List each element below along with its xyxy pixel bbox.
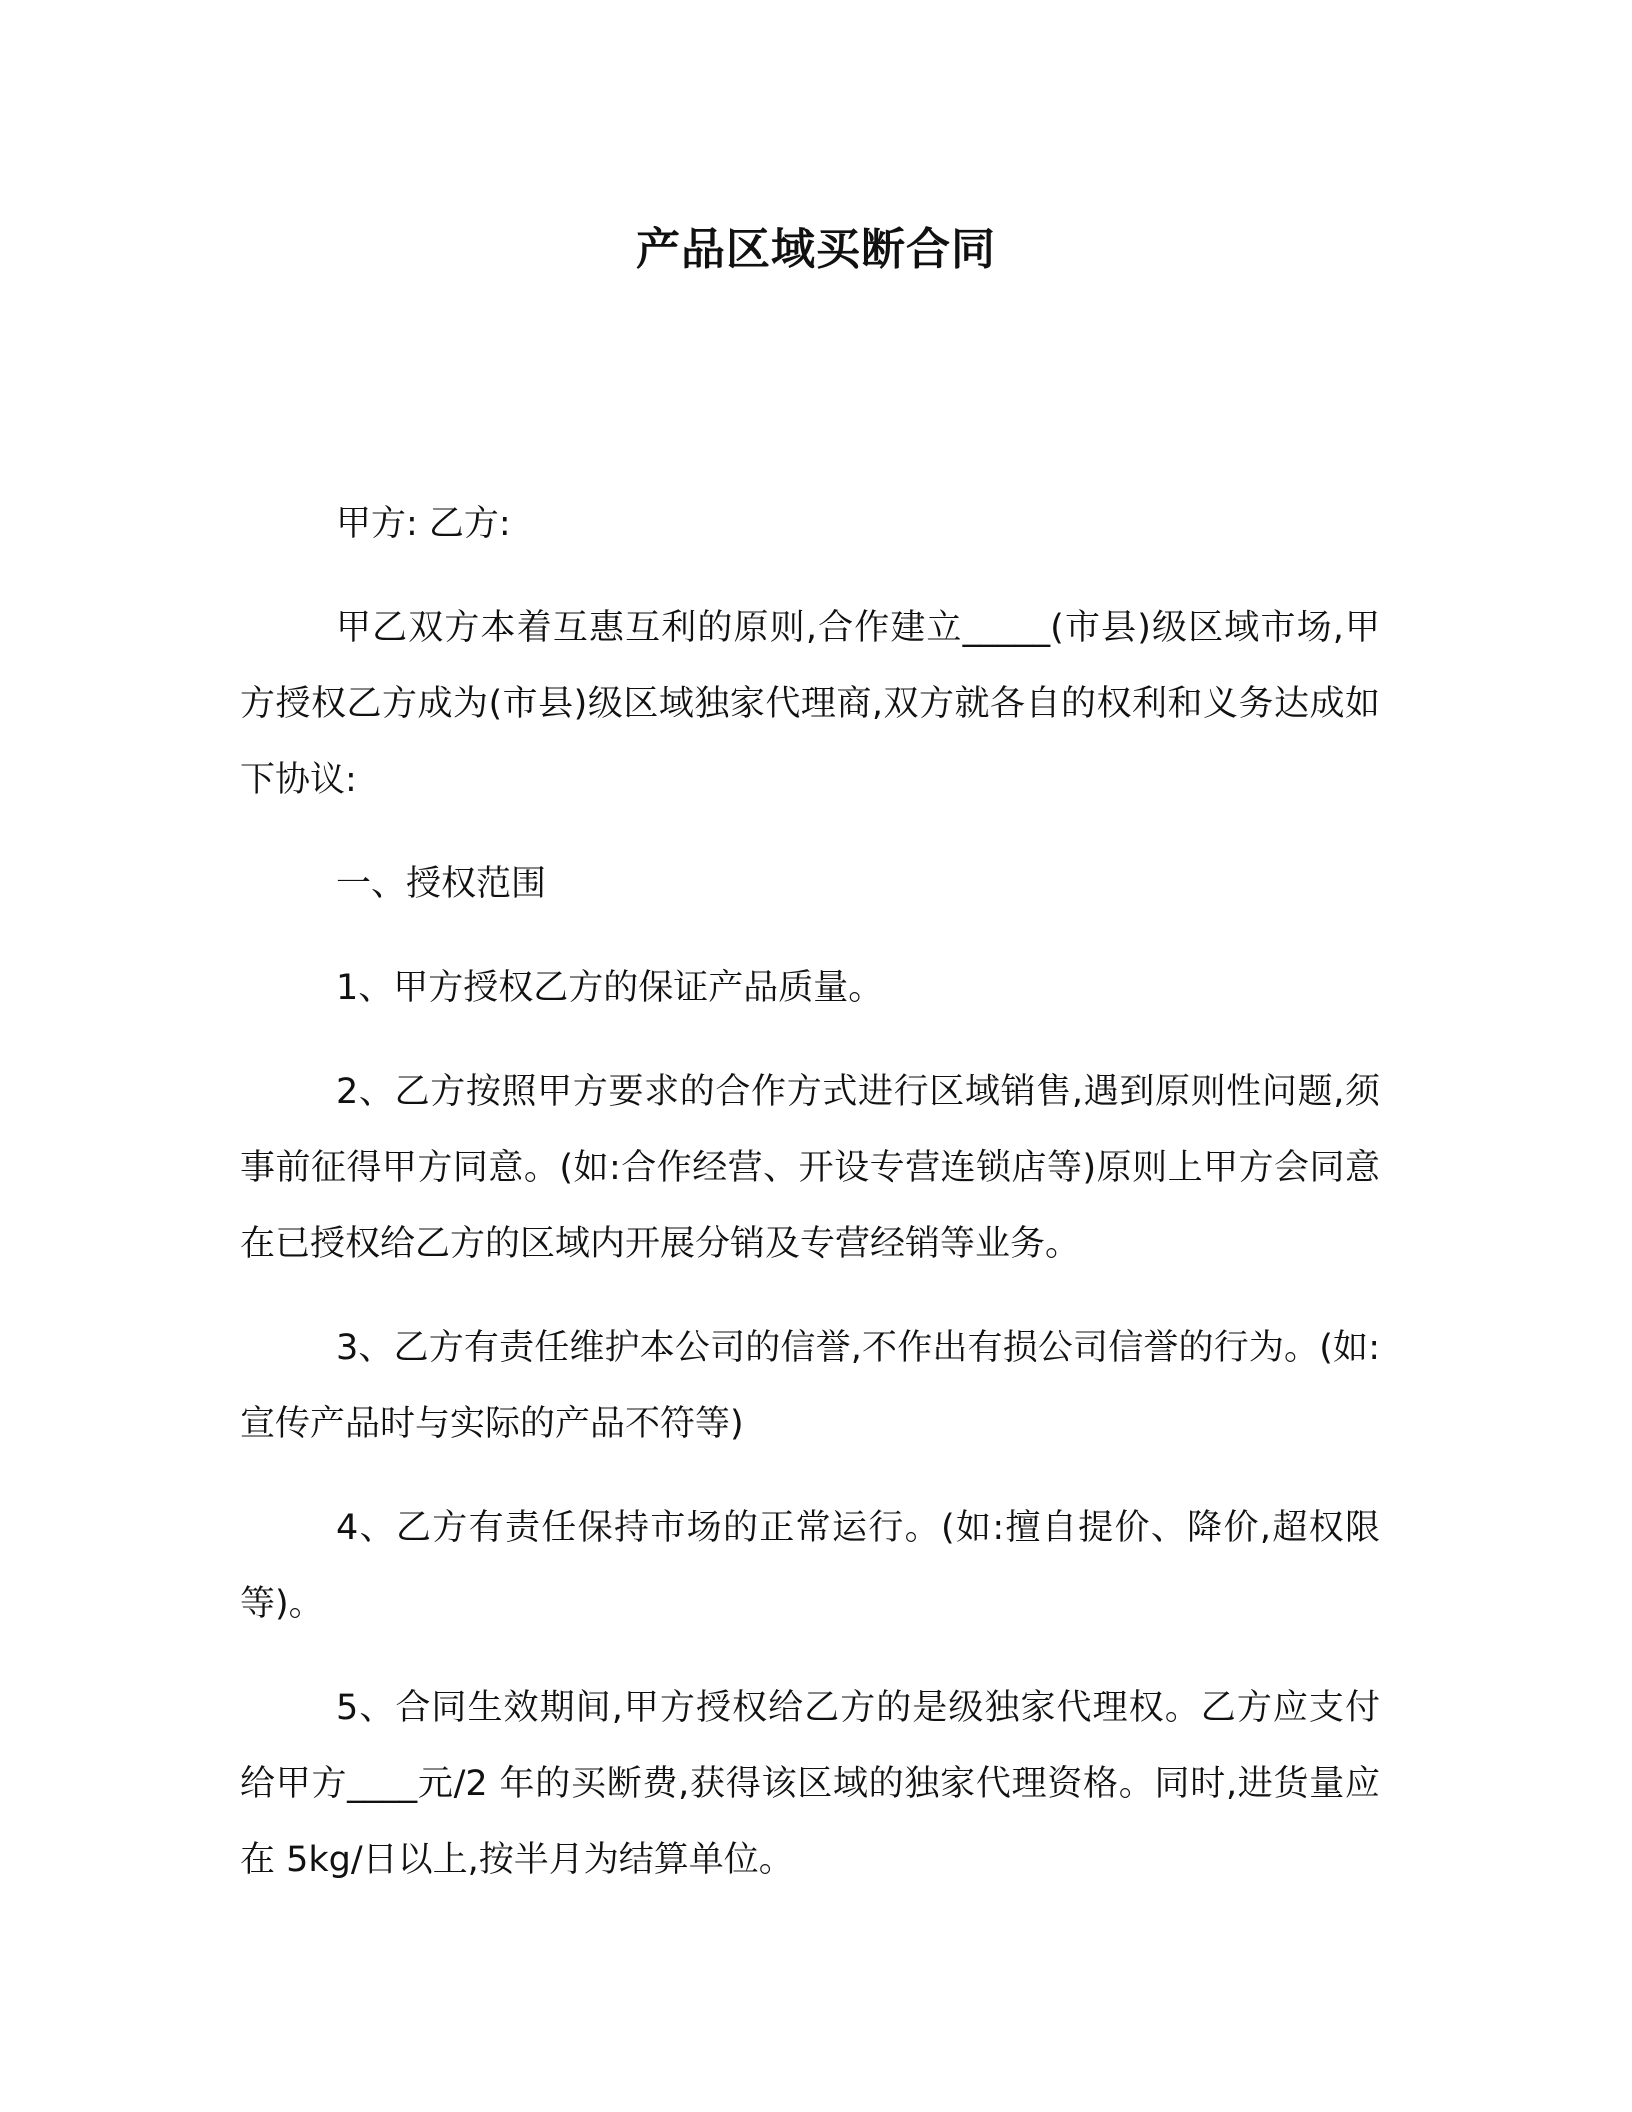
clause-3: 3、乙方有责任维护本公司的信誉,不作出有损公司信誉的行为。(如:宣传产品时与实际的产品不符等) [240, 1328, 1380, 1444]
clause-4: 4、乙方有责任保持市场的正常运行。(如:擅自提价、降价,超权限等)。 [240, 1508, 1380, 1624]
document-title: 产品区域买断合同 [636, 224, 996, 275]
clause-2: 2、乙方按照甲方要求的合作方式进行区域销售,遇到原则性问题,须事前征得甲方同意。(如:合作经营、开设专营连锁店等)原则上甲方会同意在已授权给乙方的区域内开展分销及专营经销等业务。 [240, 1072, 1380, 1264]
document-body [240, 486, 1380, 1926]
clause-1: 1、甲方授权乙方的保证产品质量。 [336, 968, 884, 1008]
parties-line: 甲方: 乙方: [336, 504, 511, 544]
section-heading-authorization-scope: 一、授权范围 [336, 864, 547, 904]
clause-5: 5、合同生效期间,甲方授权给乙方的是级独家代理权。乙方应支付给甲方____元/2 年的买断费,获得该区域的独家代理资格。同时,进货量应在 5kg/日以上,按半月为结算单位。 [240, 1688, 1380, 1880]
preamble-paragraph: 甲乙双方本着互惠互利的原则,合作建立_____(市县)级区域市场,甲方授权乙方成为(市县)级区域独家代理商,双方就各自的权利和义务达成如下协议: [240, 608, 1380, 800]
